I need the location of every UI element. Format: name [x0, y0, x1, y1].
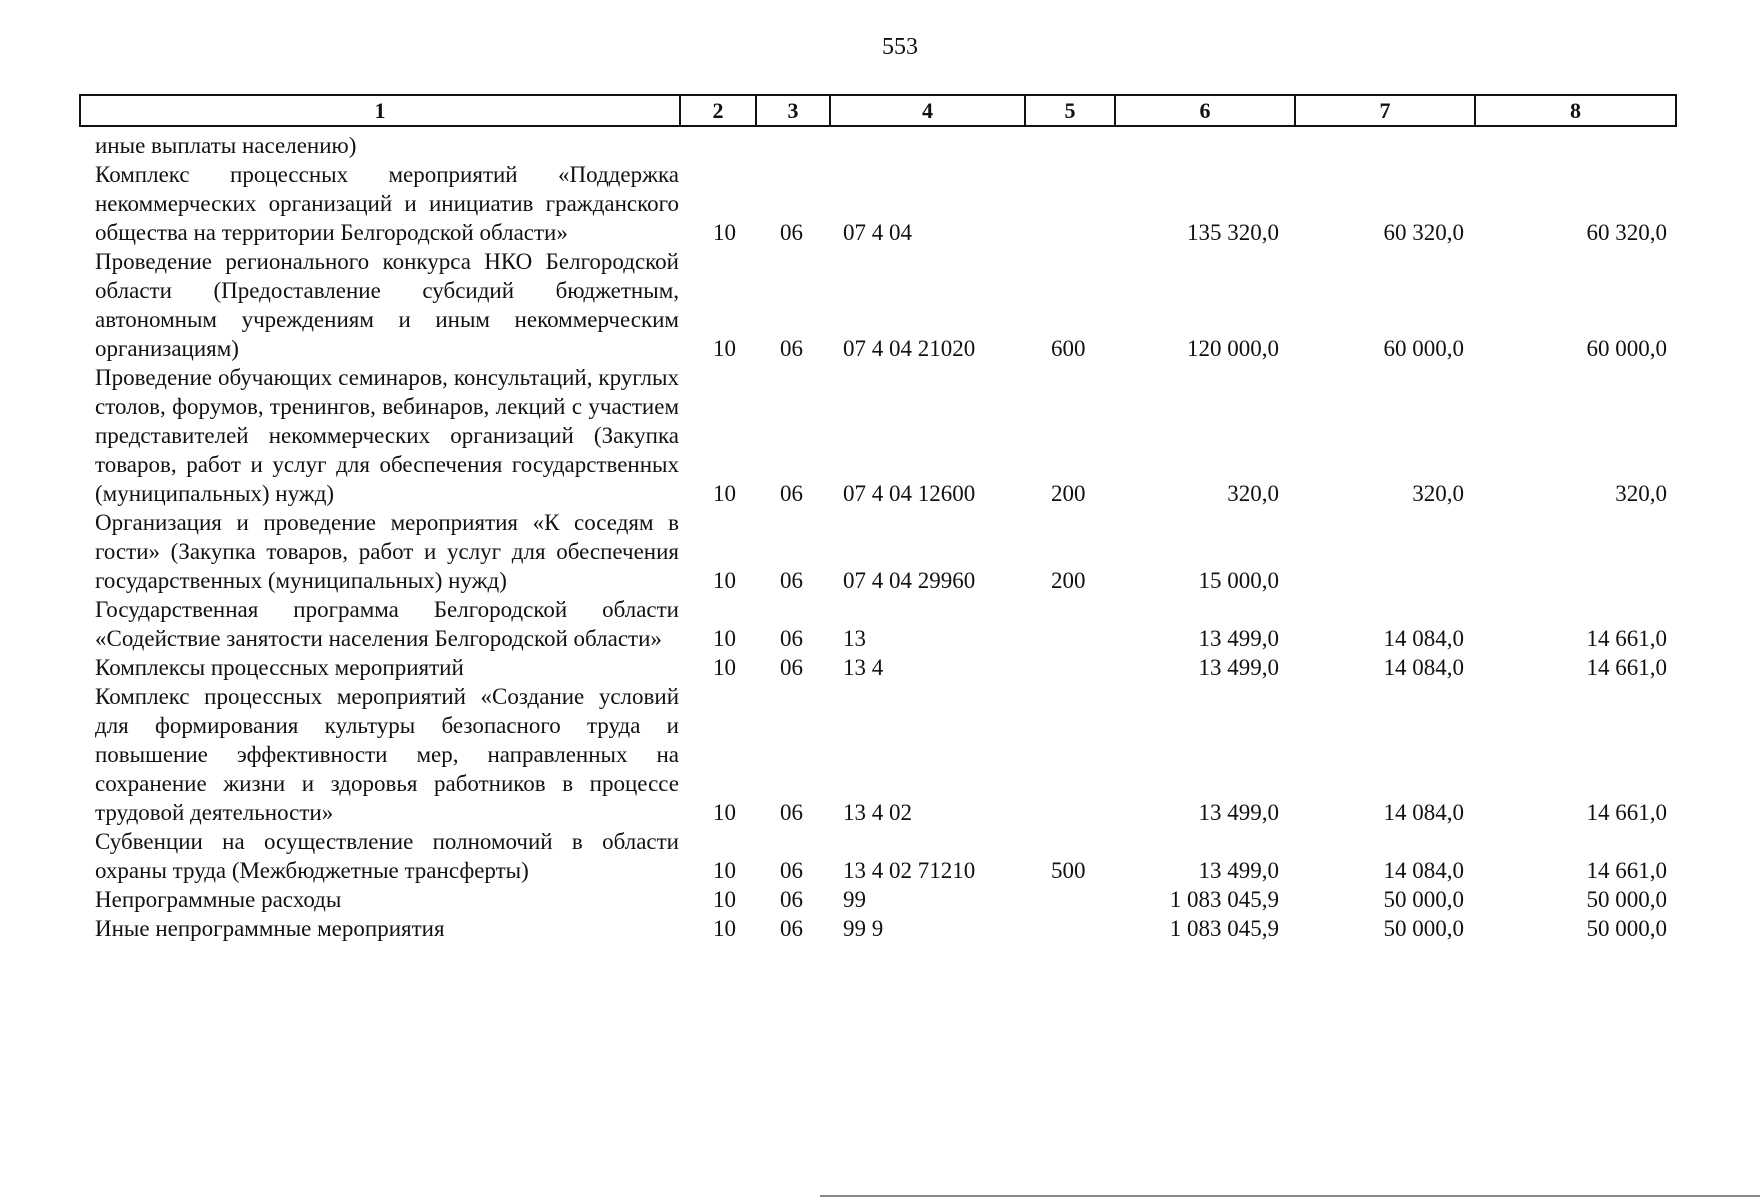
row-description: Непрограммные расходы — [95, 887, 342, 912]
row-description: Иные непрограммные мероприятия — [95, 916, 445, 941]
row-amount-col7: 14 084,0 — [1383, 626, 1464, 651]
row-amount-col7: 320,0 — [1412, 481, 1464, 506]
row-description: Комплекс процессных мероприятий «Создание условий для формирования культуры безопасного труда и повышение эффективности мер, направленных на сохранение жизни и здоровья работников в процессе трудовой деятельности» — [95, 684, 679, 825]
table-row — [79, 508, 1675, 595]
row-amount-col6: 13 499,0 — [1198, 655, 1279, 680]
row-expense-type: 600 — [1051, 336, 1086, 361]
row-amount-col8: 50 000,0 — [1586, 887, 1667, 912]
row-amount-col7: 60 000,0 — [1383, 336, 1464, 361]
column-header-8: 8 — [1475, 95, 1676, 126]
row-description: иные выплаты населению) — [95, 133, 357, 158]
row-amount-col6: 15 000,0 — [1198, 568, 1279, 593]
row-section: 10 — [713, 887, 736, 912]
column-header-1: 1 — [80, 95, 680, 126]
row-description: Проведение регионального конкурса НКО Белгородской области (Предоставление субсидий бюджетным, автономным учреждениям и иным некоммерческим организациям) — [95, 249, 679, 361]
row-amount-col8: 320,0 — [1615, 481, 1667, 506]
row-description: Проведение обучающих семинаров, консультаций, круглых столов, форумов, тренингов, вебинаров, лекций с участием представителей некоммерческих организаций (Закупка товаров, работ и услуг для обеспечения государственных (муниципальных) нужд) — [95, 365, 679, 506]
row-amount-col6: 120 000,0 — [1187, 336, 1279, 361]
column-header-2: 2 — [680, 95, 756, 126]
row-subsection: 06 — [780, 220, 803, 245]
row-section: 10 — [713, 481, 736, 506]
row-amount-col7: 14 084,0 — [1383, 655, 1464, 680]
row-amount-col8: 60 000,0 — [1586, 336, 1667, 361]
table-row — [79, 914, 1675, 943]
row-amount-col7: 50 000,0 — [1383, 916, 1464, 941]
row-target-article: 07 4 04 12600 — [843, 481, 976, 506]
row-amount-col6: 13 499,0 — [1198, 626, 1279, 651]
table-row — [79, 885, 1675, 914]
row-amount-col7: 14 084,0 — [1383, 800, 1464, 825]
table-row — [79, 682, 1675, 827]
row-subsection: 06 — [780, 858, 803, 883]
table-row — [79, 827, 1675, 885]
row-description: Субвенции на осуществление полномочий в области охраны труда (Межбюджетные трансферты) — [95, 829, 679, 883]
row-subsection: 06 — [780, 887, 803, 912]
row-amount-col8: 14 661,0 — [1586, 655, 1667, 680]
row-section: 10 — [713, 336, 736, 361]
row-target-article: 99 — [843, 887, 866, 912]
page-number: 553 — [882, 34, 918, 60]
row-amount-col7: 14 084,0 — [1383, 858, 1464, 883]
row-subsection: 06 — [780, 655, 803, 680]
table-row — [79, 247, 1675, 363]
row-target-article: 13 4 02 — [843, 800, 912, 825]
table-row — [79, 595, 1675, 653]
row-section: 10 — [713, 568, 736, 593]
row-subsection: 06 — [780, 626, 803, 651]
column-header-5: 5 — [1025, 95, 1115, 126]
row-subsection: 06 — [780, 568, 803, 593]
row-section: 10 — [713, 858, 736, 883]
row-description: Организация и проведение мероприятия «К соседям в гости» (Закупка товаров, работ и услуг для обеспечения государственных (муниципальных) нужд) — [95, 510, 679, 593]
column-header-6: 6 — [1115, 95, 1295, 126]
row-target-article: 13 — [843, 626, 866, 651]
column-header-table — [79, 94, 1677, 127]
row-subsection: 06 — [780, 800, 803, 825]
row-description: Государственная программа Белгородской области «Содействие занятости населения Белгородской области» — [95, 597, 679, 651]
row-section: 10 — [713, 916, 736, 941]
row-amount-col7: 50 000,0 — [1383, 887, 1464, 912]
row-section: 10 — [713, 220, 736, 245]
row-amount-col8: 14 661,0 — [1586, 858, 1667, 883]
row-target-article: 13 4 — [843, 655, 884, 680]
row-amount-col7: 60 320,0 — [1383, 220, 1464, 245]
table-row — [79, 653, 1675, 682]
row-amount-col6: 1 083 045,9 — [1169, 916, 1279, 941]
row-expense-type: 500 — [1051, 858, 1086, 883]
column-header-7: 7 — [1295, 95, 1475, 126]
row-amount-col6: 1 083 045,9 — [1169, 887, 1279, 912]
row-section: 10 — [713, 655, 736, 680]
row-amount-col6: 135 320,0 — [1187, 220, 1279, 245]
table-row — [79, 363, 1675, 508]
budget-table-body — [79, 131, 1675, 943]
row-amount-col8: 14 661,0 — [1586, 626, 1667, 651]
row-subsection: 06 — [780, 916, 803, 941]
row-description: Комплекс процессных мероприятий «Поддержка некоммерческих организаций и инициатив гражданского общества на территории Белгородской области» — [95, 162, 679, 245]
row-target-article: 07 4 04 29960 — [843, 568, 976, 593]
row-expense-type: 200 — [1051, 481, 1086, 506]
row-target-article: 99 9 — [843, 916, 884, 941]
row-subsection: 06 — [780, 336, 803, 361]
column-number-row — [80, 95, 1676, 126]
row-section: 10 — [713, 626, 736, 651]
row-section: 10 — [713, 800, 736, 825]
row-amount-col8: 14 661,0 — [1586, 800, 1667, 825]
column-header-4: 4 — [830, 95, 1025, 126]
page-bottom-rule — [820, 1195, 1760, 1197]
column-header-3: 3 — [756, 95, 830, 126]
row-subsection: 06 — [780, 481, 803, 506]
row-amount-col6: 13 499,0 — [1198, 800, 1279, 825]
row-target-article: 07 4 04 21020 — [843, 336, 976, 361]
row-amount-col8: 60 320,0 — [1586, 220, 1667, 245]
table-row — [79, 131, 1675, 160]
row-target-article: 13 4 02 71210 — [843, 858, 976, 883]
row-amount-col6: 320,0 — [1227, 481, 1279, 506]
table-row — [79, 160, 1675, 247]
row-target-article: 07 4 04 — [843, 220, 912, 245]
row-amount-col8: 50 000,0 — [1586, 916, 1667, 941]
row-amount-col6: 13 499,0 — [1198, 858, 1279, 883]
row-description: Комплексы процессных мероприятий — [95, 655, 464, 680]
row-expense-type: 200 — [1051, 568, 1086, 593]
